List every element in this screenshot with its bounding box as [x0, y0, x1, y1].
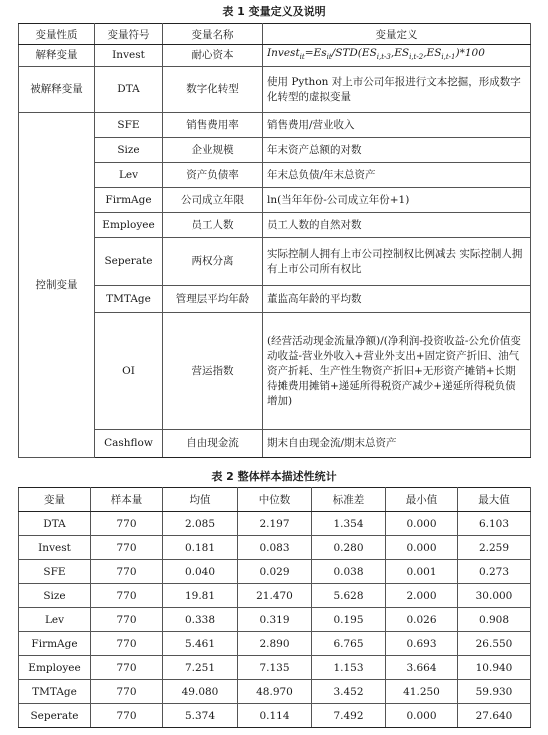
table-cell: 0.000: [386, 704, 458, 728]
table-cell: 770: [91, 680, 163, 704]
table-cell: 2.000: [386, 584, 458, 608]
name-cell: 员工人数: [163, 213, 263, 238]
table-row: [19, 113, 531, 138]
table-cell: 0.001: [386, 560, 458, 584]
table-cell: 6.103: [458, 512, 531, 536]
symbol-cell: Employee: [95, 213, 163, 238]
table-row: [19, 213, 531, 238]
name-cell: 营运指数: [163, 313, 263, 430]
symbol-cell: Size: [95, 138, 163, 163]
table-cell: 10.940: [458, 656, 531, 680]
table-cell: 26.550: [458, 632, 531, 656]
table-row: [19, 286, 531, 313]
table1-caption: 表 1 变量定义及说明: [222, 5, 326, 18]
symbol-cell: Cashflow: [95, 430, 163, 458]
header-variable: 变量: [19, 488, 91, 512]
table-row: [19, 138, 531, 163]
table-cell: 770: [91, 536, 163, 560]
table-cell: 0.026: [386, 608, 458, 632]
name-cell: 两权分离: [163, 238, 263, 286]
symbol-cell: DTA: [95, 67, 163, 113]
name-cell: 企业规模: [163, 138, 263, 163]
table-header-row: [19, 488, 531, 512]
table-cell: SFE: [19, 560, 91, 584]
table-cell: 7.492: [312, 704, 386, 728]
table-cell: 7.251: [163, 656, 238, 680]
table-cell: 0.000: [386, 512, 458, 536]
table-cell: Size: [19, 584, 91, 608]
table-cell: 5.628: [312, 584, 386, 608]
header-variable-name: 变量名称: [163, 24, 263, 45]
table-cell: 30.000: [458, 584, 531, 608]
table-cell: 0.908: [458, 608, 531, 632]
table-cell: 0.000: [386, 536, 458, 560]
name-cell: 自由现金流: [163, 430, 263, 458]
definition-cell: 销售费用/营业收入: [263, 113, 531, 138]
table-cell: 49.080: [163, 680, 238, 704]
table-cell: 0.029: [238, 560, 312, 584]
table-cell: 48.970: [238, 680, 312, 704]
symbol-cell: SFE: [95, 113, 163, 138]
table-cell: Invest: [19, 536, 91, 560]
table-cell: Lev: [19, 608, 91, 632]
table-row: [19, 608, 531, 632]
table-row: [19, 238, 531, 286]
definition-cell: 期末自由现金流/期末总资产: [263, 430, 531, 458]
definition-cell: 年末总负债/年末总资产: [263, 163, 531, 188]
table-cell: 1.153: [312, 656, 386, 680]
name-cell: 耐心资本: [163, 45, 263, 67]
table-cell: 1.354: [312, 512, 386, 536]
table-cell: 770: [91, 656, 163, 680]
table-cell: 0.181: [163, 536, 238, 560]
symbol-cell: Lev: [95, 163, 163, 188]
table-cell: 2.197: [238, 512, 312, 536]
table-cell: TMTAge: [19, 680, 91, 704]
definition-cell: 实际控制人拥有上市公司控制权比例减去 实际控制人拥有上市公司所有权比: [263, 238, 531, 286]
table-row: [19, 188, 531, 213]
definition-cell: 年末资产总额的对数: [263, 138, 531, 163]
definition-cell: 董监高年龄的平均数: [263, 286, 531, 313]
definition-cell: (经营活动现金流量净额)/(净利润-投资收益-公允价值变动收益-营业外收入+营业外支出+固定资产折旧、油气资产折耗、生产性生物资产折旧+无形资产摊销+长期待摊费用摊销+递延所得税资产减少+递延所得税负债增加): [263, 313, 531, 430]
table-row: [19, 430, 531, 458]
group-explanatory: 解释变量: [19, 45, 95, 67]
descriptive-statistics-table: [18, 487, 531, 728]
table-cell: 41.250: [386, 680, 458, 704]
table-cell: 770: [91, 512, 163, 536]
header-variable-definition: 变量定义: [263, 24, 531, 45]
table-cell: Employee: [19, 656, 91, 680]
table-cell: DTA: [19, 512, 91, 536]
table-cell: 19.81: [163, 584, 238, 608]
table-cell: 0.083: [238, 536, 312, 560]
group-control: 控制变量: [19, 113, 95, 458]
header-min: 最小值: [386, 488, 458, 512]
table-row: [19, 536, 531, 560]
symbol-cell: TMTAge: [95, 286, 163, 313]
table-cell: 770: [91, 704, 163, 728]
table-cell: 2.085: [163, 512, 238, 536]
header-variable-nature: 变量性质: [19, 24, 95, 45]
symbol-cell: Seperate: [95, 238, 163, 286]
table-cell: 0.040: [163, 560, 238, 584]
definition-cell: ln(当年年份-公司成立年份+1): [263, 188, 531, 213]
table-row: [19, 45, 531, 67]
header-std-dev: 标准差: [312, 488, 386, 512]
symbol-cell: FirmAge: [95, 188, 163, 213]
table-cell: Seperate: [19, 704, 91, 728]
table-cell: 5.461: [163, 632, 238, 656]
table-cell: 0.195: [312, 608, 386, 632]
table-cell: 770: [91, 584, 163, 608]
table-row: [19, 680, 531, 704]
symbol-cell: Invest: [95, 45, 163, 67]
definition-cell: 使用 Python 对上市公司年报进行文本挖掘，形成数字化转型的虚拟变量: [263, 67, 531, 113]
table-cell: 770: [91, 560, 163, 584]
table-cell: 0.338: [163, 608, 238, 632]
table-row: [19, 704, 531, 728]
table-cell: 5.374: [163, 704, 238, 728]
table-cell: 7.135: [238, 656, 312, 680]
table-cell: 3.664: [386, 656, 458, 680]
definition-cell: 员工人数的自然对数: [263, 213, 531, 238]
table-row: [19, 313, 531, 430]
table-row: [19, 584, 531, 608]
name-cell: 销售费用率: [163, 113, 263, 138]
name-cell: 管理层平均年龄: [163, 286, 263, 313]
table-cell: 3.452: [312, 680, 386, 704]
variable-definition-table: [18, 23, 531, 458]
table-cell: 0.114: [238, 704, 312, 728]
symbol-cell: OI: [95, 313, 163, 430]
table-cell: 27.640: [458, 704, 531, 728]
table-row: [19, 632, 531, 656]
table-cell: 21.470: [238, 584, 312, 608]
table2-caption: 表 2 整体样本描述性统计: [211, 470, 337, 483]
name-cell: 数字化转型: [163, 67, 263, 113]
name-cell: 资产负债率: [163, 163, 263, 188]
table-cell: 0.038: [312, 560, 386, 584]
table-row: [19, 560, 531, 584]
table-cell: 6.765: [312, 632, 386, 656]
table-cell: 0.273: [458, 560, 531, 584]
table-cell: 0.319: [238, 608, 312, 632]
table-row: [19, 656, 531, 680]
table-row: [19, 512, 531, 536]
table-cell: 2.890: [238, 632, 312, 656]
table-cell: 2.259: [458, 536, 531, 560]
table-cell: FirmAge: [19, 632, 91, 656]
header-sample-size: 样本量: [91, 488, 163, 512]
table-cell: 59.930: [458, 680, 531, 704]
table-cell: 770: [91, 608, 163, 632]
table-cell: 0.280: [312, 536, 386, 560]
table-row: [19, 163, 531, 188]
header-variable-symbol: 变量符号: [95, 24, 163, 45]
table-cell: 0.693: [386, 632, 458, 656]
header-mean: 均值: [163, 488, 238, 512]
name-cell: 公司成立年限: [163, 188, 263, 213]
definition-formula: $Invest_{it}=Es_{it}/STD(ES_{i,t-3},ES_{i,t-2},ES_{i,t-1})*100$: [263, 45, 531, 67]
group-explained: 被解释变量: [19, 67, 95, 113]
table-cell: 770: [91, 632, 163, 656]
header-median: 中位数: [238, 488, 312, 512]
header-max: 最大值: [458, 488, 531, 512]
table-row: [19, 67, 531, 113]
